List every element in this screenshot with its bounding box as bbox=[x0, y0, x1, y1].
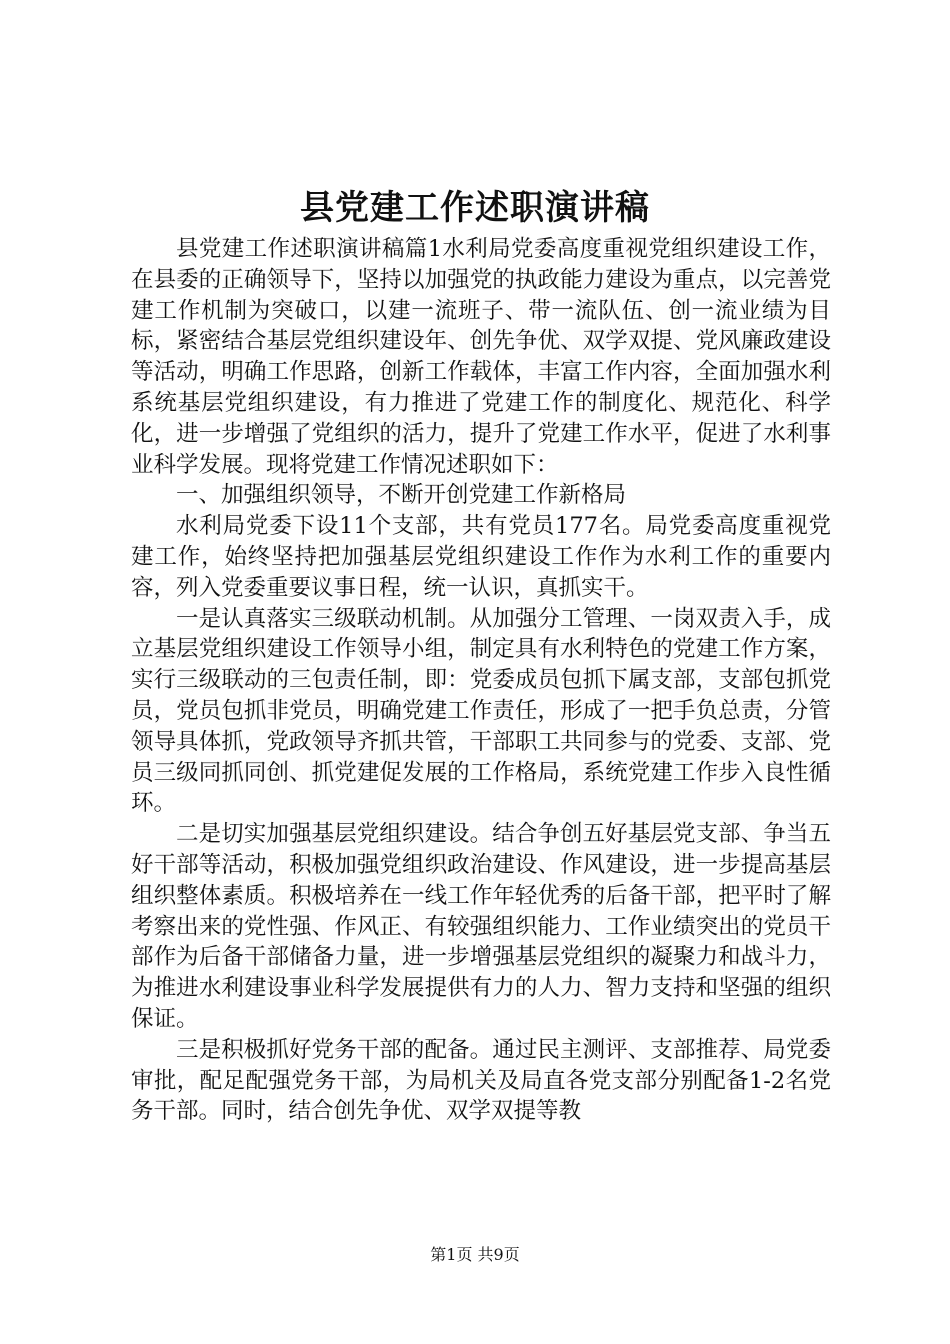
paragraph-point-2: 二是切实加强基层党组织建设。结合争创五好基层党支部、争当五好干部等活动，积极加强党组织政治建设、作风建设，进一步提高基层组织整体素质。积极培养在一线工作年轻优秀的后备干部，把平时了解考察出来的党性强、作风正、有较强组织能力、工作业绩突出的党员干部作为后备干部储备力量，进一步增强基层党组织的凝聚力和战斗力，为推进水利建设事业科学发展提供有力的人力、智力支持和坚强的组织保证。 bbox=[131, 821, 831, 1032]
paragraph-point-3: 三是积极抓好党务干部的配备。通过民主测评、支部推荐、局党委审批，配足配强党务干部，为局机关及局直各党支部分别配备1-2名党务干部。同时，结合创先争优、双学双提等教 bbox=[131, 1036, 831, 1125]
page-number-footer: 第1页 共9页 bbox=[430, 1245, 520, 1264]
document-body bbox=[131, 234, 831, 1127]
document-title: 县党建工作述职演讲稿 bbox=[300, 188, 650, 228]
paragraph-intro: 县党建工作述职演讲稿篇1水利局党委高度重视党组织建设工作，在县委的正确领导下，坚持以加强党的执政能力建设为重点，以完善党建工作机制为突破口，以建一流班子、带一流队伍、创一流业绩为目标，紧密结合基层党组织建设年、创先争优、双学双提、党风廉政建设等活动，明确工作思路，创新工作载体，丰富工作内容，全面加强水利系统基层党组织建设，有力推进了党建工作的制度化、规范化、科学化，进一步增强了党组织的活力，提升了党建工作水平，促进了水利事业科学发展。现将党建工作情况述职如下： bbox=[131, 236, 831, 478]
section-heading-1: 一、加强组织领导，不断开创党建工作新格局 bbox=[176, 482, 627, 509]
paragraph-party-overview: 水利局党委下设11个支部，共有党员177名。局党委高度重视党建工作，始终坚持把加强基层党组织建设工作作为水利工作的重要内容，列入党委重要议事日程，统一认识，真抓实干。 bbox=[131, 513, 831, 601]
paragraph-point-1: 一是认真落实三级联动机制。从加强分工管理、一岗双责入手，成立基层党组织建设工作领导小组，制定具有水利特色的党建工作方案，实行三级联动的三包责任制，即：党委成员包抓下属支部，支部包抓党员，党员包抓非党员，明确党建工作责任，形成了一把手负总责，分管领导具体抓，党政领导齐抓共管，干部职工共同参与的党委、支部、党员三级同抓同创、抓党建促发展的工作格局，系统党建工作步入良性循环。 bbox=[131, 605, 831, 817]
